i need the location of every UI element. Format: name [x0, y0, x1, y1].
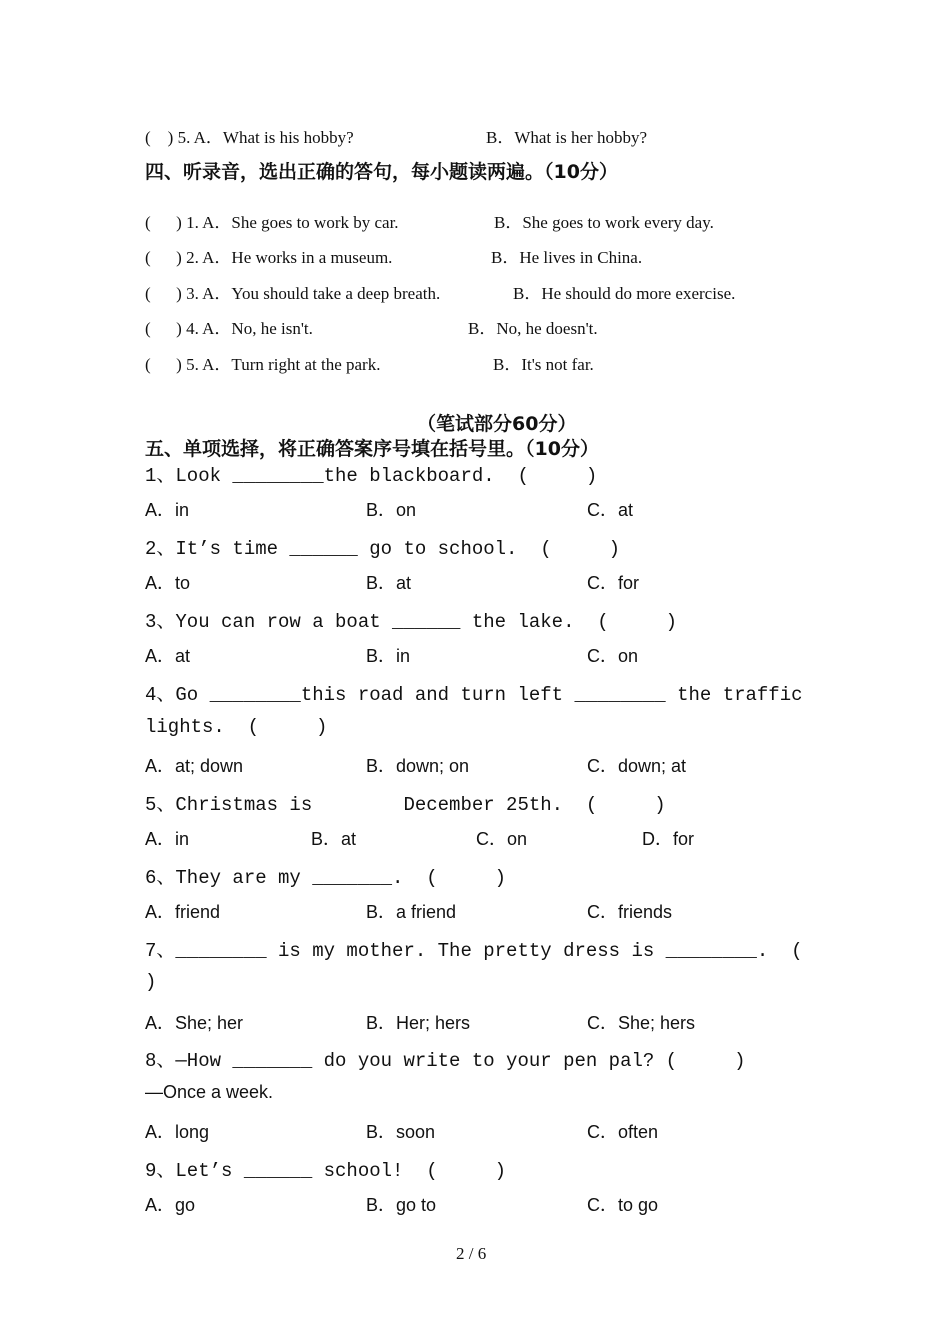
q6-option-b: B．a friend	[366, 902, 457, 922]
q6-option-c: C．friends	[587, 902, 673, 922]
s4-q4-option-a: ( ) 4. A．No, he isn't.	[145, 319, 313, 338]
s4-q5-option-a: ( ) 5. A．Turn right at the park.	[145, 355, 381, 374]
q4-stem: 4、Go ________this road and turn left ________ the traffic	[145, 684, 803, 706]
page-number: 2 / 6	[456, 1244, 487, 1263]
q9-option-a: A．go	[145, 1195, 196, 1215]
q1-stem: 1、Look ________the blackboard. ( )	[145, 465, 598, 487]
q7-option-a: A．She; her	[145, 1013, 244, 1033]
q8-stem: 8、—How _______ do you write to your pen pal? ( )	[145, 1050, 746, 1072]
q8-option-b: B．soon	[366, 1122, 436, 1142]
q3-option-b: B．in	[366, 646, 411, 666]
q3-stem: 3、You can row a boat ______ the lake. ( )	[145, 611, 678, 633]
q4-option-b: B．down; on	[366, 756, 470, 776]
s4-q5-option-b: B．It's not far.	[493, 355, 594, 374]
q5-option-d: D．for	[642, 829, 695, 849]
s4-q2-option-b: B．He lives in China.	[491, 248, 643, 267]
q4-option-a: A．at; down	[145, 756, 244, 776]
q4-option-c: C．down; at	[587, 756, 687, 776]
q3-option-c: C．on	[587, 646, 639, 666]
q6-option-a: A．friend	[145, 902, 221, 922]
q7-stem-continued: )	[145, 971, 157, 993]
q7-option-c: C．She; hers	[587, 1013, 696, 1033]
q6-stem: 6、They are my _______. ( )	[145, 867, 507, 889]
q2-option-b: B．at	[366, 573, 412, 593]
q5-option-b: B．at	[311, 829, 357, 849]
s4-q3-option-b: B．He should do more exercise.	[513, 284, 736, 303]
q5-option-c: C．on	[476, 829, 528, 849]
q5-stem: 5、Christmas is December 25th. ( )	[145, 794, 666, 816]
q9-stem: 9、Let’s ______ school! ( )	[145, 1160, 507, 1182]
q1-option-b: B．on	[366, 500, 417, 520]
q2-option-a: A．to	[145, 573, 191, 593]
s4-q2-option-a: ( ) 2. A．He works in a museum.	[145, 248, 393, 267]
q3-option-a: A．at	[145, 646, 191, 666]
q8-option-c: C．often	[587, 1122, 659, 1142]
q2-stem: 2、It’s time ______ go to school. ( )	[145, 538, 621, 560]
q7-stem: 7、________ is my mother. The pretty dress is ________. (	[145, 940, 803, 962]
q1-option-c: C．at	[587, 500, 634, 520]
s4-q3-option-a: ( ) 3. A．You should take a deep breath.	[145, 284, 441, 303]
q2-option-c: C．for	[587, 573, 640, 593]
s4-q1-option-a: ( ) 1. A．She goes to work by car.	[145, 213, 399, 232]
q7-option-b: B．Her; hers	[366, 1013, 471, 1033]
q9-option-b: B．go to	[366, 1195, 437, 1215]
section5-heading: 五、单项选择，将正确答案序号填在括号里。（10分）	[145, 438, 599, 460]
q8-option-a: A．long	[145, 1122, 210, 1142]
prev-q5-option-a: ( ) 5. A．What is his hobby?	[145, 128, 354, 147]
s4-q1-option-b: B．She goes to work every day.	[494, 213, 714, 232]
prev-q5-option-b: B．What is her hobby?	[486, 128, 647, 147]
written-part-title: （笔试部分60分）	[417, 413, 577, 435]
q9-option-c: C．to go	[587, 1195, 659, 1215]
q1-option-a: A．in	[145, 500, 190, 520]
s4-q4-option-b: B．No, he doesn't.	[468, 319, 598, 338]
q8-answer-line: —Once a week.	[145, 1082, 274, 1102]
q4-stem-continued: lights. ( )	[145, 716, 328, 738]
q5-option-a: A．in	[145, 829, 190, 849]
section4-heading: 四、听录音，选出正确的答句，每小题读两遍。（10分）	[145, 161, 618, 183]
